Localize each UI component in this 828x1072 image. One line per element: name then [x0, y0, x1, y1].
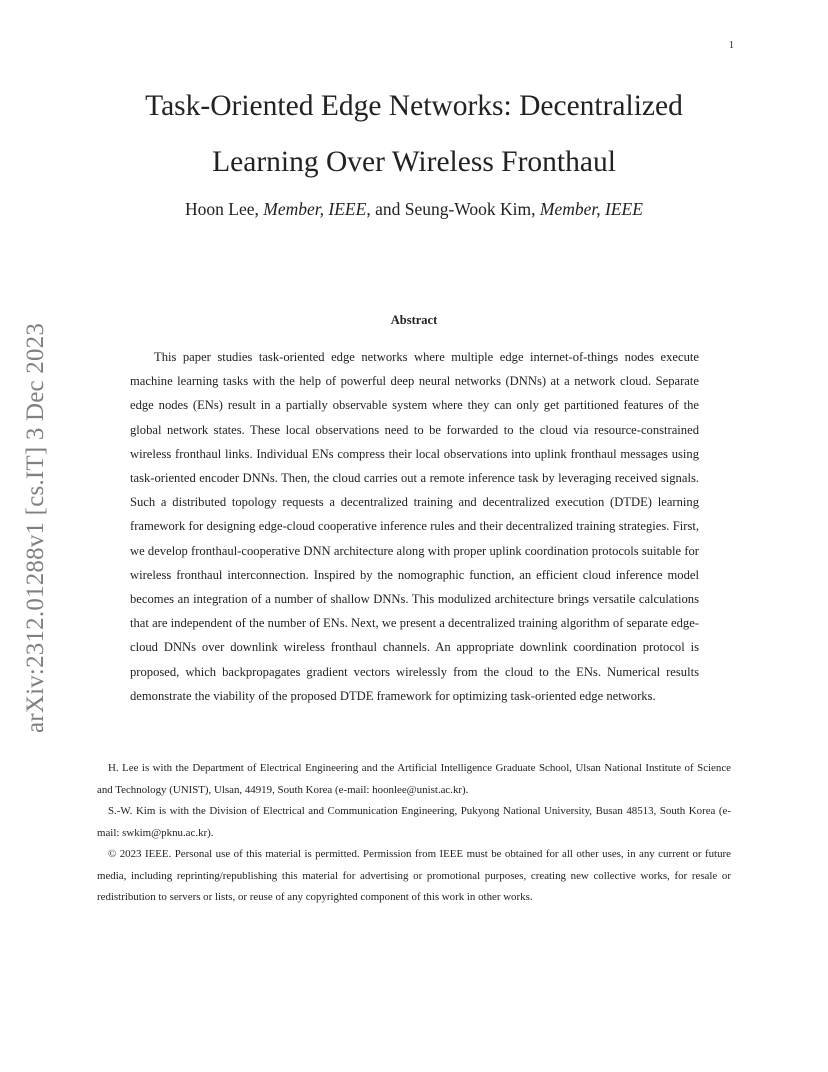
abstract-body — [130, 345, 699, 708]
author-1-name: Hoon Lee, — [185, 199, 264, 219]
paper-title — [80, 78, 748, 190]
arxiv-stamp[interactable]: arXiv:2312.01288v1 [cs.IT] 3 Dec 2023 — [22, 322, 49, 734]
author-line — [80, 197, 748, 221]
footnote-copyright: © 2023 IEEE. Personal use of this material is permitted. Permission from IEEE must be obtained for all other uses, in any current or future media, including reprinting/republishing this material for advertising or promotional purposes, creating new collective works, for resale or redistribution to servers or lists, or reuse of any copyrighted component of this work in other works. — [97, 848, 731, 903]
abstract-paragraph: This paper studies task-oriented edge networks where multiple edge internet-of-things nodes execute machine learning tasks with the help of powerful deep neural networks (DNNs) at a network cloud. Separate edge nodes (ENs) result in a partially observable system where they can only get partitioned features of the global network states. These local observations need to be forwarded to the cloud via resource-constrained wireless fronthaul links. Individual ENs compress their local observations into uplink fronthaul messages using task-oriented encoder DNNs. Then, the cloud carries out a remote inference task by leveraging received signals. Such a distributed topology requests a decentralized training and decentralized execution (DTDE) learning framework for designing edge-cloud cooperative inference rules and their decentralized training strategies. First, we develop fronthaul-cooperative DNN architecture along with proper uplink coordination protocols suitable for wireless fronthaul interconnection. Inspired by the nomographic function, an efficient cloud inference model becomes an integration of a number of shallow DNNs. This modulized architecture brings versatile calculations that are independent of the number of ENs. Next, we present a decentralized training algorithm of separate edge-cloud DNNs over downlink wireless fronthaul channels. An appropriate downlink coordination protocol is proposed, which backpropagates gradient vectors wirelessly from the cloud to the ENs. Numerical results demonstrate the viability of the proposed DTDE framework for optimizing task-oriented edge networks. — [130, 350, 699, 703]
page-number: 1 — [729, 40, 734, 51]
title-line-1: Task-Oriented Edge Networks: Decentralized — [145, 90, 683, 122]
footnotes — [97, 758, 731, 909]
author-connector: , and Seung-Wook Kim, — [366, 199, 540, 219]
abstract-heading: Abstract — [390, 313, 438, 327]
author-2-role: Member, IEEE — [539, 199, 643, 219]
title-line-2: Learning Over Wireless Fronthaul — [212, 146, 616, 178]
footnote-affiliation-lee: H. Lee is with the Department of Electrical Engineering and the Artificial Intelligence Graduate School, Ulsan National Institute of Science and Technology (UNIST), Ulsan, 44919, South Korea (e-mail: hoonlee@unist.ac.kr). — [97, 762, 731, 796]
author-1-role: Member, IEEE — [263, 199, 367, 219]
footnote-affiliation-kim: S.-W. Kim is with the Division of Electrical and Communication Engineering, Pukyong National University, Busan 48513, South Korea (e-mail: swkim@pknu.ac.kr). — [97, 805, 731, 839]
